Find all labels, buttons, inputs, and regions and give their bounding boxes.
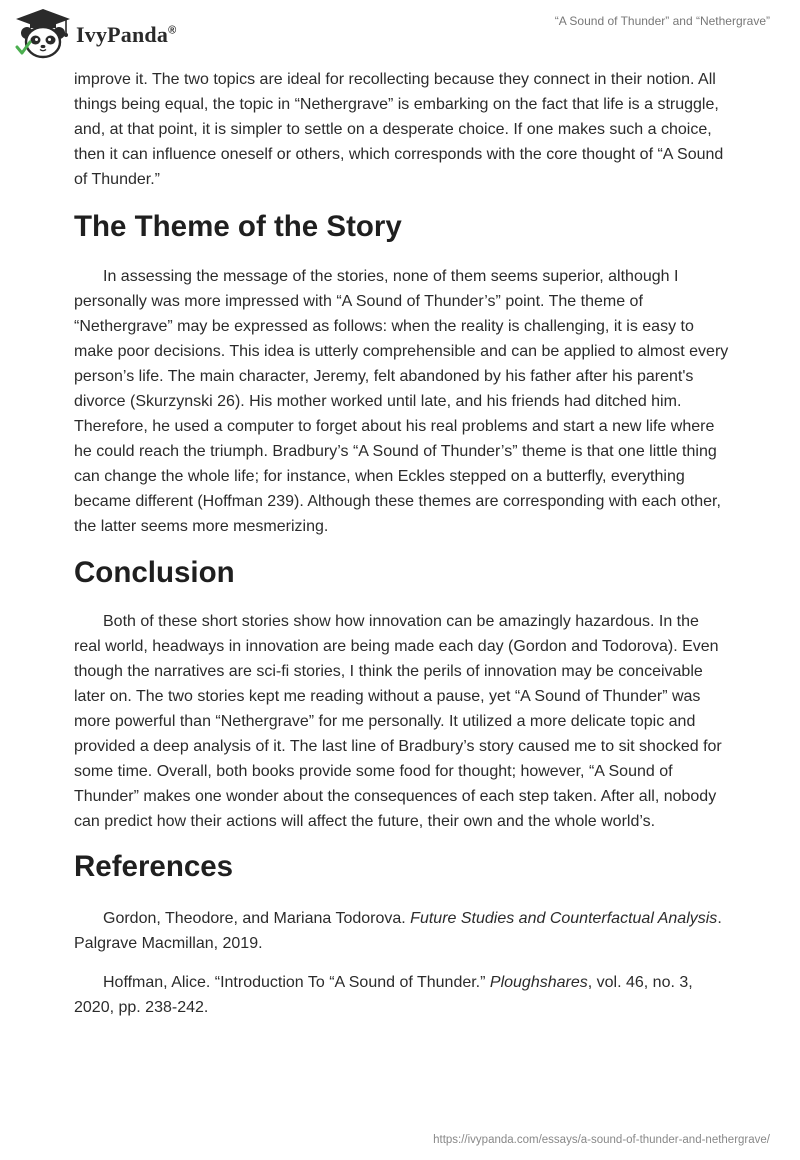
intro-paragraph: improve it. The two topics are ideal for recollecting because they connect in their notion. All things being equal, the topic in “Nethergrave” is embarking on the fact that life is a struggle, and, at that point, it is simpler to settle on a desperate choice. If one makes such a choice, then it can influence oneself or others, which corresponds with the core thought of “A Sound of Thunder.”: [74, 71, 724, 188]
theme-paragraph: In assessing the message of the stories, none of them seems superior, although I personally was more impressed with “A Sound of Thunder’s” point. The theme of “Nethergrave” may be expressed as follows: when the reality is challenging, it is easy to make poor decisions. This idea is utterly comprehensible and can be applied to almost every person’s life. The main character, Jeremy, felt abandoned by his father after his parent's divorce (Skurzynski 26). His mother worked until late, and his friends had ditched him. Therefore, he used a computer to forget about his real problems and start a new life where he could reach the triumph. Bradbury’s “A Sound of Thunder’s” theme is that one little thing can change the whole life; for instance, when Eckles stepped on a butterfly, everything became different (Hoffman 239). Although these themes are corresponding with each other, the latter seems more mesmerizing.: [74, 268, 729, 535]
reference-text: Hoffman, Alice. “Introduction To “A Sound of Thunder.”: [103, 974, 490, 991]
brand-name: IvyPanda®: [76, 22, 177, 47]
reference-text: . Palgrave Macmillan, 2019.: [74, 910, 722, 952]
essay-content: [74, 67, 730, 1020]
reference-item: [74, 906, 730, 956]
section-heading-references: References: [74, 850, 234, 883]
source-url[interactable]: https://ivypanda.com/essays/a-sound-of-thunder-and-nethergrave/: [433, 1134, 770, 1146]
section-heading-conclusion: Conclusion: [74, 556, 235, 589]
reference-text: Gordon, Theodore, and Mariana Todorova.: [103, 910, 411, 927]
reference-text: , vol. 46, no. 3, 2020, pp. 238-242.: [74, 974, 693, 1016]
page-header: [0, 0, 800, 70]
section-heading-theme: The Theme of the Story: [74, 210, 402, 243]
brand-logo[interactable]: [14, 6, 176, 62]
panda-graduation-cap-icon: [14, 6, 72, 62]
registered-mark: ®: [168, 24, 177, 37]
document-title: “A Sound of Thunder” and “Nethergrave”: [554, 14, 770, 28]
reference-item: [74, 970, 730, 1020]
conclusion-paragraph: Both of these short stories show how innovation can be amazingly hazardous. In the real world, headways in innovation are being made each day (Gordon and Todorova). Even though the narratives are sci-fi stories, I think the perils of innovation may be conceivable later on. The two stories kept me reading without a pause, yet “A Sound of Thunder” was more powerful than “Nethergrave” for me personally. It utilized a more delicate topic and provided a deep analysis of it. The last line of Bradbury’s story caused me to sit shocked for some time. Overall, both books provide some food for thought; however, “A Sound of Thunder” makes one wonder about the consequences of each step taken. After all, nobody can predict how their actions will affect the future, their own and the whole world’s.: [74, 613, 722, 830]
reference-title: Future Studies and Counterfactual Analysis: [410, 910, 718, 927]
reference-title: Ploughshares: [489, 974, 588, 991]
